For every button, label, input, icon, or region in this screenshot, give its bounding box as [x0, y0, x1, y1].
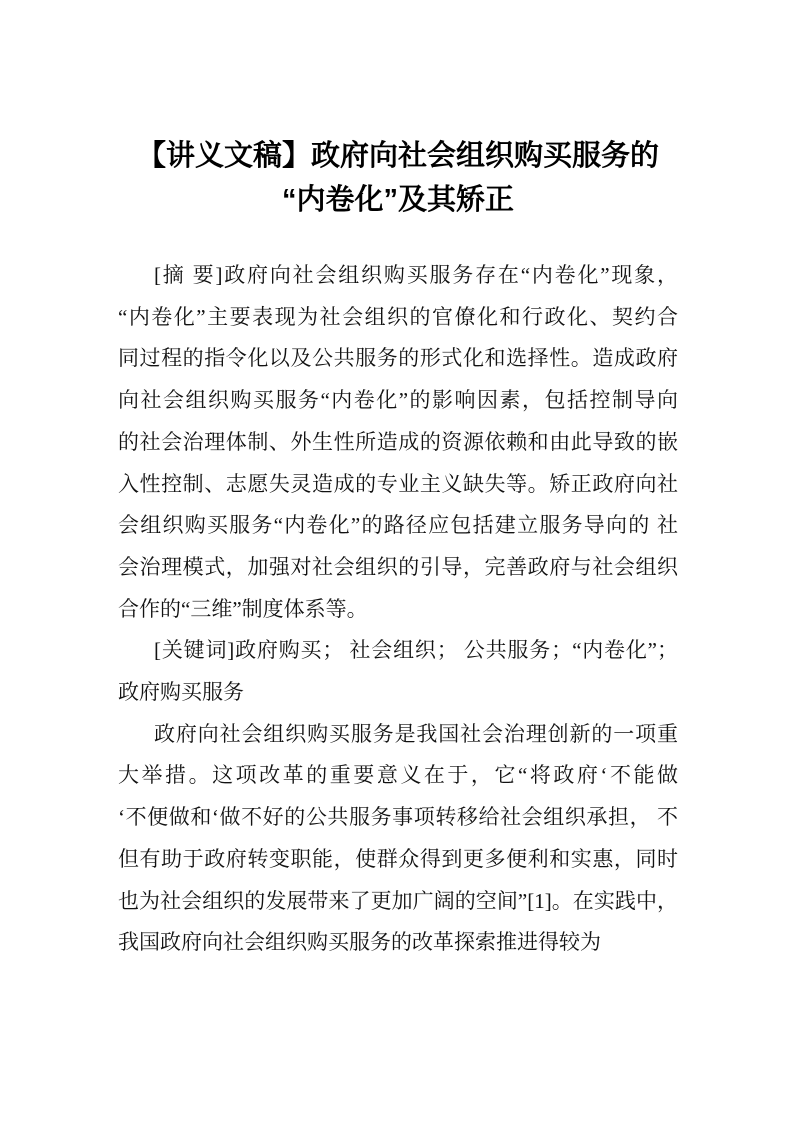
text-line: 政府购买服务 [118, 680, 244, 705]
title-line-2: “内卷化”及其矫正 [281, 184, 514, 216]
text-line: 政府向社会组织购买服务是我国社会治理创新的一项重 [154, 721, 678, 746]
text-line: 会治理模式，加强对社会组织的引导，完善政府与社会组织 [118, 554, 678, 579]
text-line: 但有助于政府转变职能，使群众得到更多便利和实惠，同时 [118, 846, 678, 871]
text-line: 也为社会组织的发展带来了更加广阔的空间”[1]。在实践中， [118, 888, 678, 913]
text-line: ‘不便做和‘做不好的公共服务事项转移给社会组织承担， 不 [118, 805, 678, 830]
paragraph-abstract [118, 255, 678, 630]
title-line-1: 【讲义文稿】政府向社会组织购买服务的 [136, 140, 659, 172]
text-line: 合作的“三维”制度体系等。 [118, 596, 368, 621]
text-line: [摘 要]政府向社会组织购买服务存在“内卷化”现象， [154, 263, 678, 287]
text-line: “内卷化”主要表现为社会组织的官僚化和行政化、契约合 [118, 304, 678, 329]
text-line: 向社会组织购买服务“内卷化”的影响因素，包括控制导向 [118, 388, 678, 413]
document-body [118, 255, 678, 964]
text-line: 同过程的指令化以及公共服务的形式化和选择性。造成政府 [118, 346, 678, 371]
text-line: 入性控制、志愿失灵造成的专业主义缺失等。矫正政府向社 [118, 471, 678, 496]
text-line: 的社会治理体制、外生性所造成的资源依赖和由此导致的嵌 [118, 429, 678, 454]
text-line: 我国政府向社会组织购买服务的改革探索推进得较为 [118, 930, 601, 955]
text-line: [关键词]政府购买； 社会组织； 公共服务；“内卷化”； [154, 638, 678, 663]
paragraph-intro [118, 714, 678, 964]
text-line: 大举措。这项改革的重要意义在于，它“将政府‘不能做 [118, 763, 678, 788]
document-title [118, 134, 678, 222]
text-line: 会组织购买服务“内卷化”的路径应包括建立服务导向的 社 [118, 513, 678, 538]
paragraph-keywords [118, 630, 678, 713]
